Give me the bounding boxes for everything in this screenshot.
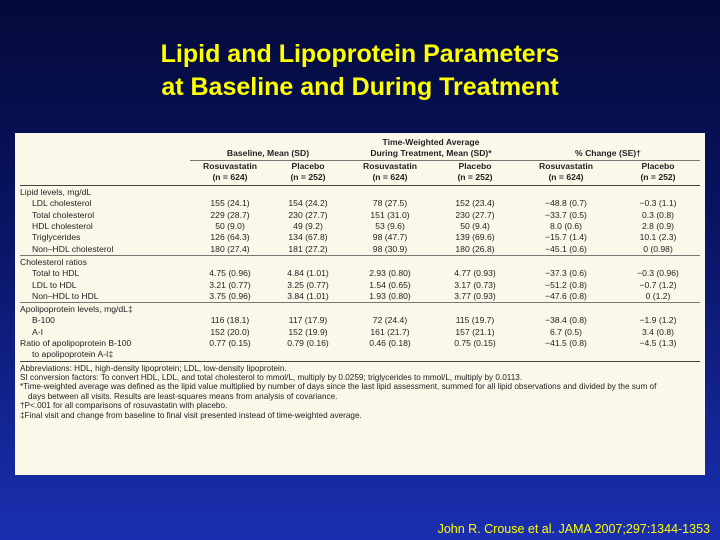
table-row (20, 244, 700, 256)
group-header-row (20, 137, 700, 160)
table-row (20, 268, 700, 279)
col-header-placebo-pct (616, 160, 700, 183)
table-cell: 8.0 (0.6) (549, 221, 582, 232)
table-cell: 4.84 (1.01) (287, 268, 329, 279)
table-cell: 151 (31.0) (370, 209, 410, 220)
footnote-time-weighted-cont: days between all visits. Results are least-squares means from analysis of covariance. (28, 391, 338, 401)
table-cell: 49 (9.2) (293, 221, 323, 232)
twa-header-line-1: Time-Weighted Average (382, 137, 480, 147)
table-cell: 152 (19.9) (288, 326, 328, 337)
row-label-text-2: to apolipoprotein A-I‡ (32, 349, 114, 360)
table-cell: −38.4 (0.8) (545, 315, 587, 326)
table-cell: −0.3 (0.96) (637, 268, 679, 279)
title-line-1: Lipid and Lipoprotein Parameters (160, 40, 560, 68)
col-header-n: (n = 624) (372, 171, 408, 182)
table-cell: −37.3 (0.6) (545, 268, 587, 279)
table-cell: 229 (28.7) (210, 209, 250, 220)
col-header-label: Rosuvastatin (363, 160, 417, 171)
table-cell: 0.79 (0.16) (270, 338, 346, 361)
table-cell: 161 (21.7) (370, 326, 410, 337)
row-label-text: Triglycerides (32, 232, 81, 243)
table-cell: 126 (64.3) (210, 232, 250, 243)
table-row (20, 327, 700, 338)
citation: John R. Crouse et al. JAMA 2007;297:1344-1353 (437, 522, 710, 536)
table-cell: 117 (17.9) (288, 315, 328, 326)
table-cell: −47.6 (0.8) (516, 291, 616, 303)
table-cell: −41.5 (0.8) (516, 338, 616, 361)
table-cell: −1.9 (1.2) (639, 315, 677, 326)
col-header-rosu-pct (516, 160, 616, 183)
table-cell: 50 (9.0) (215, 221, 245, 232)
table-cell: 116 (18.1) (210, 315, 250, 326)
section-label: Apolipoprotein levels, mg/dL‡ (20, 304, 133, 315)
table-cell: −45.1 (0.6) (516, 244, 616, 256)
col-header-rosu-twa (346, 160, 434, 183)
table-row (20, 338, 700, 361)
table-cell: 157 (21.1) (455, 326, 495, 337)
table-cell: 72 (24.4) (372, 315, 408, 326)
pct-change-group-header: % Change (SE)† (516, 137, 700, 160)
table-cell: 0 (1.2) (616, 291, 700, 303)
table-cell: 154 (24.2) (288, 198, 328, 209)
table-body (20, 186, 700, 361)
col-header-n: (n = 624) (548, 171, 584, 182)
section-label: Cholesterol ratios (20, 256, 87, 267)
section-row (20, 186, 700, 199)
table-cell: 0.77 (0.15) (190, 338, 270, 361)
row-label-text: Non–HDL to HDL (32, 290, 99, 301)
row-label (20, 244, 190, 256)
table-row (20, 198, 700, 209)
table-cell: 152 (20.0) (210, 326, 250, 337)
table-row (20, 232, 700, 243)
footnotes (20, 364, 700, 420)
table-cell: 3.17 (0.73) (454, 279, 496, 290)
col-header-rosu-baseline (190, 160, 270, 183)
row-label-text: Total cholesterol (32, 209, 95, 220)
row-label (20, 291, 190, 303)
table-cell: 53 (9.6) (375, 221, 405, 232)
baseline-group-header: Baseline, Mean (SD) (190, 137, 346, 160)
twa-header-line-2: During Treatment, Mean (SD)* (370, 148, 492, 159)
row-label (20, 268, 190, 279)
section-row (20, 303, 700, 316)
table-cell: 155 (24.1) (210, 198, 250, 209)
row-label-text: Total to HDL (32, 268, 80, 279)
col-header-placebo-baseline (270, 160, 346, 183)
table-cell: 180 (27.4) (190, 244, 270, 256)
table-row (20, 315, 700, 326)
slide-title (0, 38, 720, 104)
footnote-time-weighted: *Time-weighted average was defined as the lipid value multiplied by number of days since the last lipid assessment, summed for all lipid observations and divided by the sum of (20, 382, 657, 392)
table-cell: −0.3 (1.1) (639, 198, 677, 209)
table-cell: −15.7 (1.4) (545, 232, 587, 243)
table-cell: 3.77 (0.93) (434, 291, 516, 303)
table-cell: 230 (27.7) (455, 209, 495, 220)
table-cell: 98 (47.7) (372, 232, 408, 243)
table-cell: 139 (69.6) (455, 232, 495, 243)
twa-group-header (346, 137, 516, 160)
table-cell: 152 (23.4) (455, 198, 495, 209)
section-label: Lipid levels, mg/dL (20, 187, 92, 198)
row-label (20, 327, 190, 338)
table-cell: −4.5 (1.3) (616, 338, 700, 361)
col-header-placebo-twa (434, 160, 516, 183)
column-header-row (20, 160, 700, 183)
table-cell: −33.7 (0.5) (545, 209, 587, 220)
table-panel (15, 133, 705, 475)
footnote-abbreviations: Abbreviations: HDL, high-density lipoprotein; LDL, low-density lipoprotein. (20, 363, 287, 373)
row-label (20, 210, 190, 221)
table-cell: 1.93 (0.80) (346, 291, 434, 303)
table-cell: 3.84 (1.01) (270, 291, 346, 303)
footnote-si-conversion: SI conversion factors: To convert HDL, LDL, and total cholesterol to mmol/L, multiply by 0.0259; triglycerides to mmol/L, multiply by 0.0113. (20, 373, 523, 383)
table-cell: 78 (27.5) (372, 198, 408, 209)
row-label (20, 315, 190, 326)
table-cell: −0.7 (1.2) (639, 279, 677, 290)
table-cell: 115 (19.7) (455, 315, 495, 326)
table-cell: 10.1 (2.3) (639, 232, 677, 243)
row-label-text: Ratio of apolipoprotein B-100 (20, 338, 132, 349)
table-cell: 180 (26.8) (434, 244, 516, 256)
table-cell: 0 (0.98) (616, 244, 700, 256)
table-row (20, 221, 700, 232)
title-line-2: at Baseline and During Treatment (161, 73, 559, 101)
lipid-table (20, 137, 700, 362)
table-cell: 0.46 (0.18) (346, 338, 434, 361)
table-cell: 181 (27.2) (270, 244, 346, 256)
row-label-text: A-I (32, 326, 43, 337)
col-header-label: Placebo (641, 160, 675, 171)
table-cell: −48.8 (0.7) (545, 198, 587, 209)
table-cell: 0.75 (0.15) (434, 338, 516, 361)
table-cell: 2.8 (0.9) (641, 221, 674, 232)
row-label-text: LDL to HDL (32, 279, 77, 290)
col-header-n: (n = 624) (212, 171, 248, 182)
table-cell: 4.75 (0.96) (209, 268, 251, 279)
footnote-p-value: †P<.001 for all comparisons of rosuvastatin with placebo. (20, 401, 228, 411)
row-label-text: B-100 (32, 315, 55, 326)
table-cell: 50 (9.4) (460, 221, 490, 232)
table-cell: 3.4 (0.8) (641, 326, 674, 337)
table-cell: 2.93 (0.80) (369, 268, 411, 279)
table-cell: 6.7 (0.5) (549, 326, 582, 337)
col-header-label: Rosuvastatin (539, 160, 593, 171)
col-header-n: (n = 252) (640, 171, 676, 182)
table-cell: 3.75 (0.96) (190, 291, 270, 303)
col-header-label: Placebo (458, 160, 492, 171)
table-cell: 134 (67.8) (288, 232, 328, 243)
table-row (20, 291, 700, 303)
table-cell: 3.21 (0.77) (209, 279, 251, 290)
table-cell: 98 (30.9) (346, 244, 434, 256)
row-label-text: HDL cholesterol (32, 221, 93, 232)
table-cell: 3.25 (0.77) (287, 279, 329, 290)
col-header-label: Rosuvastatin (203, 160, 257, 171)
row-label-text: LDL cholesterol (32, 198, 92, 209)
section-row (20, 255, 700, 268)
row-label (20, 232, 190, 243)
table-row (20, 280, 700, 291)
row-label (20, 198, 190, 209)
col-header-label: Placebo (291, 160, 325, 171)
table-cell: 4.77 (0.93) (454, 268, 496, 279)
table-cell: 1.54 (0.65) (369, 279, 411, 290)
table-cell: 0.3 (0.8) (641, 209, 674, 220)
row-label (20, 221, 190, 232)
footnote-final-visit: ‡Final visit and change from baseline to final visit presented instead of time-weighted average. (20, 410, 362, 420)
table-row (20, 210, 700, 221)
row-label (20, 338, 190, 361)
table-cell: 230 (27.7) (288, 209, 328, 220)
row-label (20, 280, 190, 291)
table-cell: −51.2 (0.8) (545, 279, 587, 290)
col-header-n: (n = 252) (290, 171, 326, 182)
col-header-n: (n = 252) (457, 171, 493, 182)
row-label-text: Non–HDL cholesterol (32, 243, 114, 254)
